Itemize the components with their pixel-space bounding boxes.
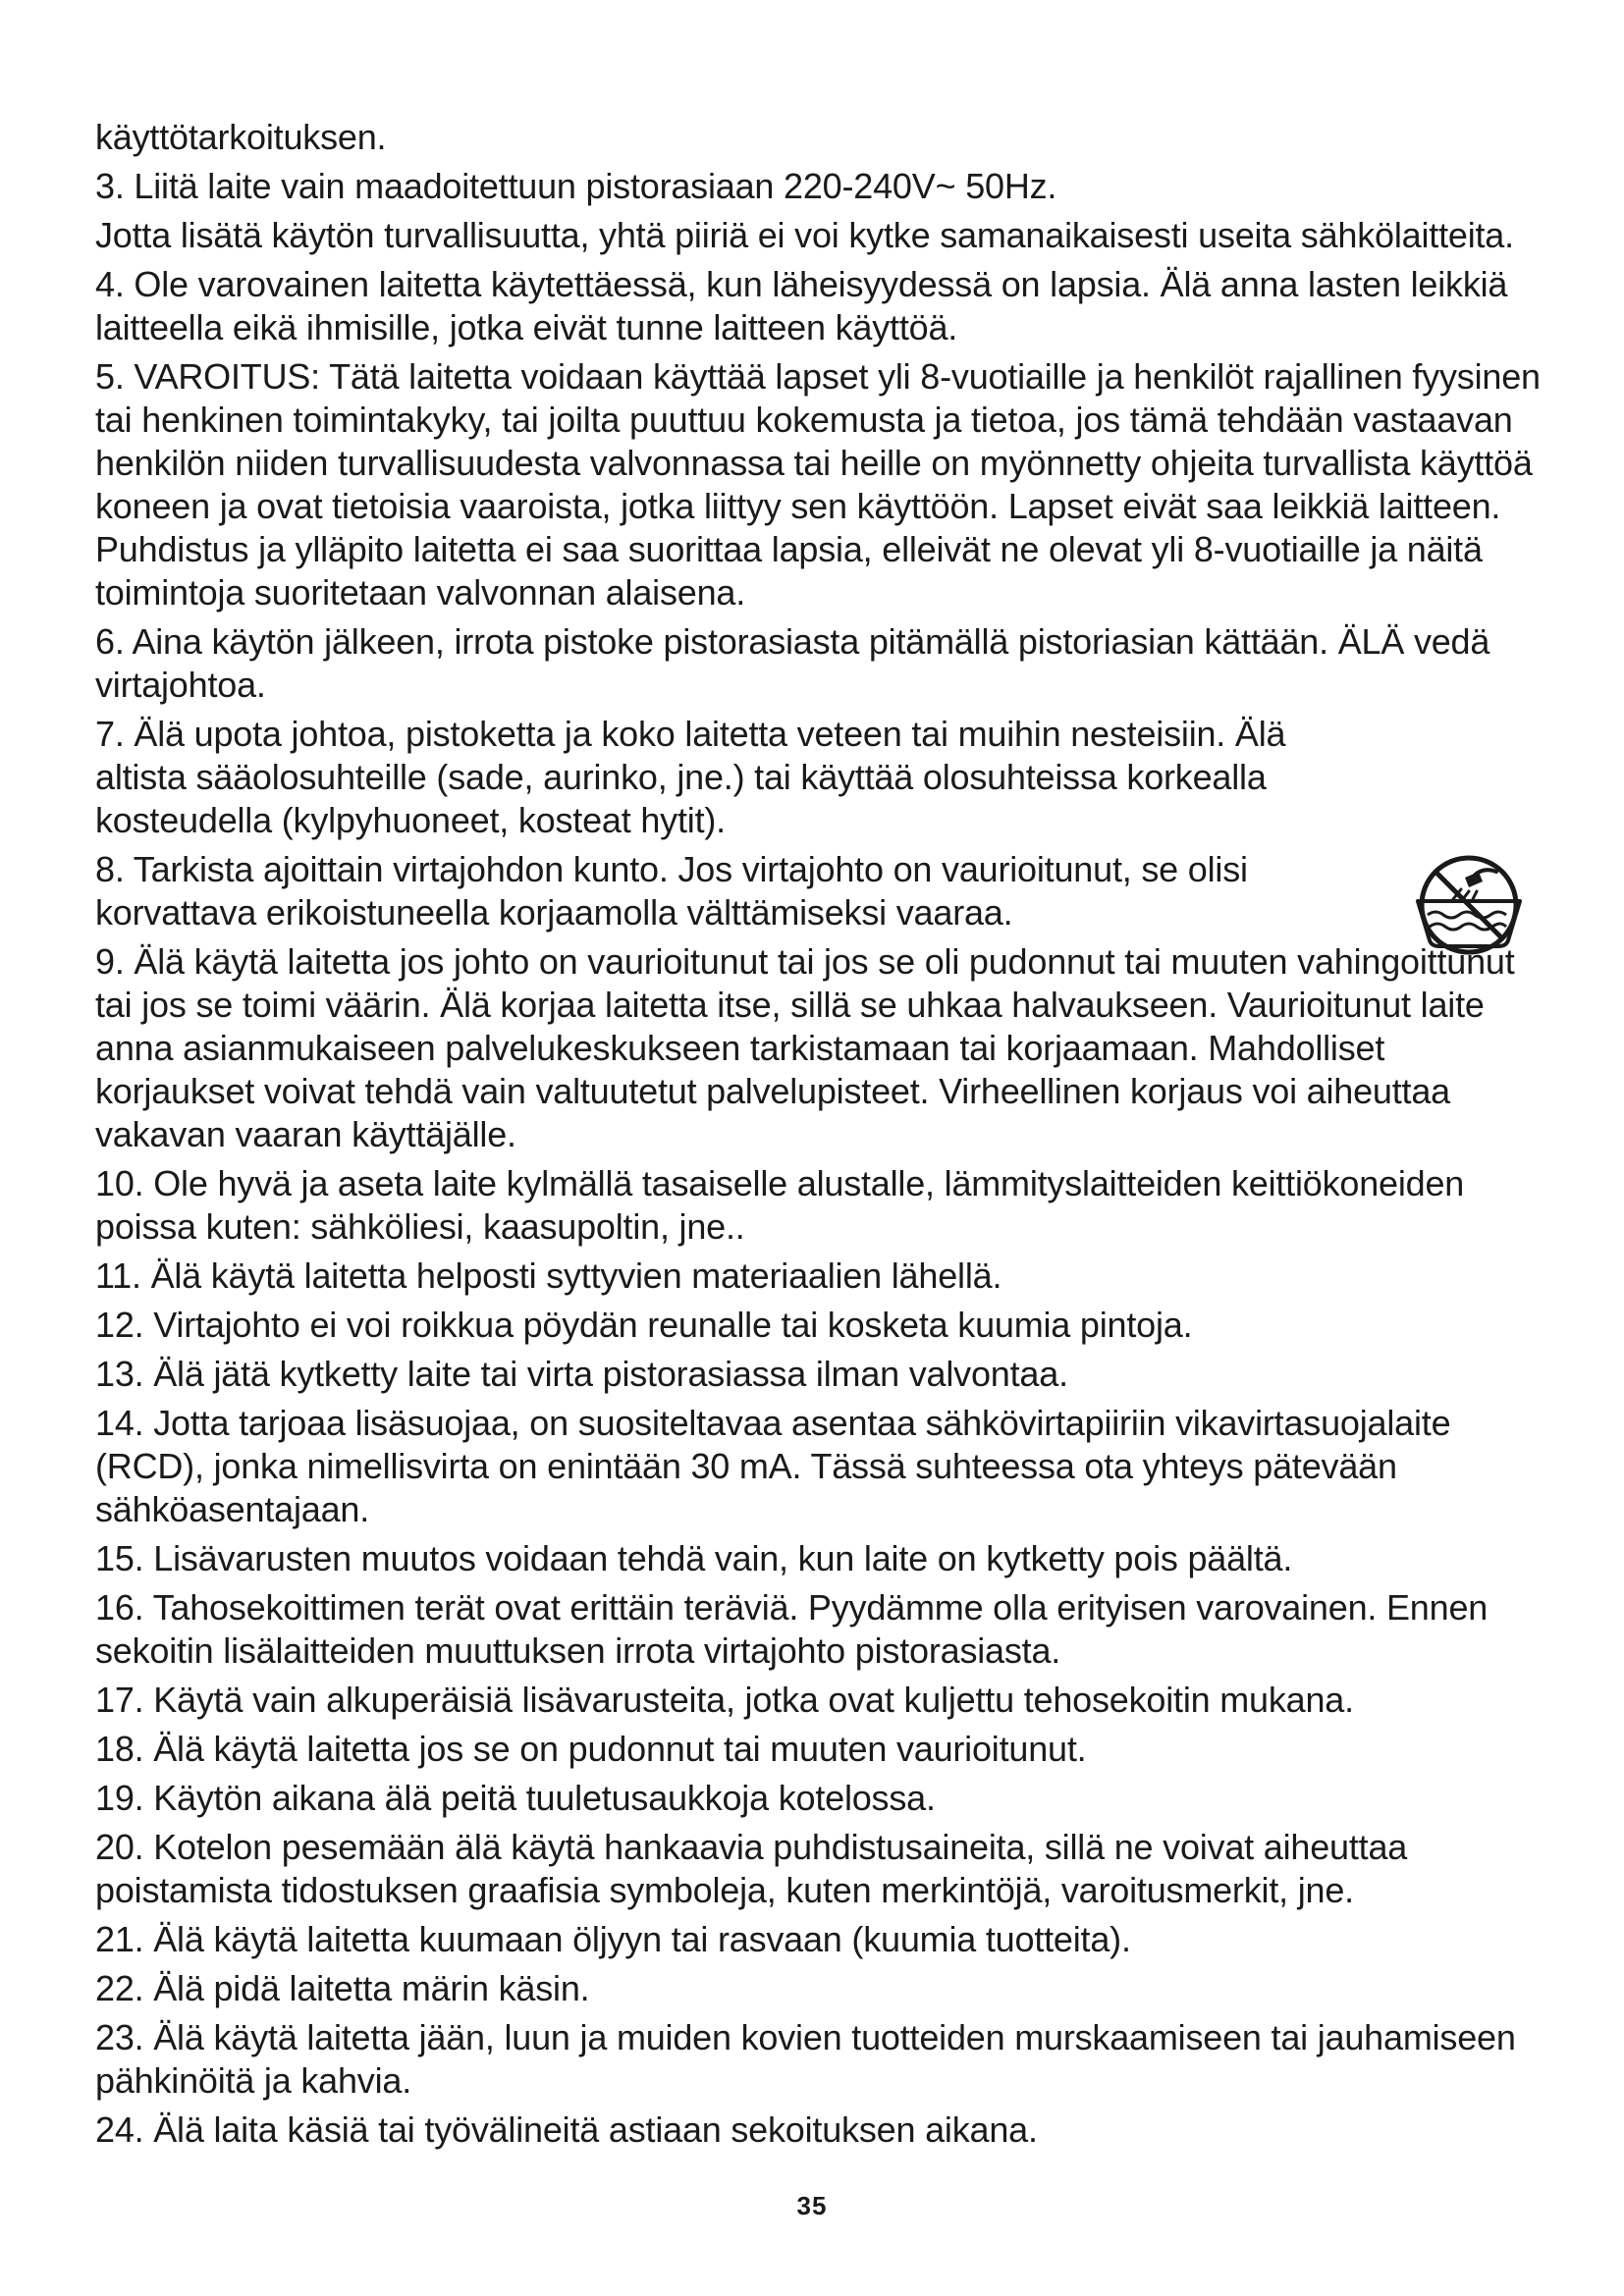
instruction-13: 13. Älä jätä kytketty laite tai virta pistorasiassa ilman valvontaa.: [95, 1354, 1068, 1394]
instruction-12: 12. Virtajohto ei voi roikkua pöydän reunalle tai kosketa kuumia pintoja.: [95, 1305, 1193, 1345]
paragraph-intro-end: käyttötarkoituksen.: [95, 117, 387, 157]
instruction-14: 14. Jotta tarjoaa lisäsuojaa, on suositeltavaa asentaa sähkövirtapiiriin vikavirtasuojalaite (RCD), jonka nimellisvirta on enintään 30 mA. Tässä suhteessa ota yhteys pätevään sähköasentajaan.: [95, 1403, 1451, 1529]
instruction-7: 7. Älä upota johtoa, pistoketta ja koko laitetta veteen tai muihin nesteisiin. Älä altista sääolosuhteille (sade, aurinko, jne.) tai käyttää olosuhteissa korkealla kosteudella (kylpyhuoneet, kosteat hytit).: [95, 714, 1286, 840]
instruction-22: 22. Älä pidä laitetta märin käsin.: [95, 1968, 590, 2008]
instruction-5: 5. VAROITUS: Tätä laitetta voidaan käyttää lapset yli 8-vuotiaille ja henkilöt rajallinen fyysinen tai henkinen toimintakyky, tai joilta puuttuu kokemusta ja tietoa, jos tämä tehdään vastaavan henkilön niiden turvallisuudesta valvonnassa tai heille on myönnetty ohjeita turvallista käyttöä koneen ja ovat tietoisia vaaroista, jotka liittyy sen käyttöön. Lapset eivät saa leikkiä laitteen. Puhdistus ja ylläpito laitetta ei saa suorittaa lapsia, elleivät ne olevat yli 8-vuotiaille ja näitä toimintoja suoritetaan valvonnan alaisena.: [95, 356, 1541, 613]
instruction-4: 4. Ole varovainen laitetta käytettäessä, kun läheisyydessä on lapsia. Älä anna lasten leikkiä laitteella eikä ihmisille, jotka eivät tunne laitteen käyttöä.: [95, 264, 1508, 347]
instruction-16: 16. Tahosekoittimen terät ovat erittäin teräviä. Pyydämme olla erityisen varovainen. Ennen sekoitin lisälaitteiden muuttuksen irrota virtajohto pistorasiasta.: [95, 1587, 1489, 1671]
safety-instructions: [95, 116, 1548, 2158]
instruction-3-note: Jotta lisätä käytön turvallisuutta, yhtä piiriä ei voi kytke samanaikaisesti useita sähkölaitteita.: [95, 215, 1514, 255]
instruction-6: 6. Aina käytön jälkeen, irrota pistoke pistorasiasta pitämällä pistoriasian kättään. ÄLÄ vedä virtajohtoa.: [95, 621, 1490, 705]
instruction-3: 3. Liitä laite vain maadoitettuun pistorasiaan 220-240V~ 50Hz.: [95, 166, 1057, 206]
instruction-10: 10. Ole hyvä ja aseta laite kylmällä tasaiselle alustalle, lämmityslaitteiden keittiökoneiden poissa kuten: sähköliesi, kaasupoltin, jne..: [95, 1163, 1465, 1247]
instruction-15: 15. Lisävarusten muutos voidaan tehdä vain, kun laite on kytketty pois päältä.: [95, 1538, 1293, 1578]
instruction-17: 17. Käytä vain alkuperäisiä lisävarusteita, jotka ovat kuljettu tehosekoitin mukana.: [95, 1680, 1354, 1720]
instruction-20: 20. Kotelon pesemään älä käytä hankaavia puhdistusaineita, sillä ne voivat aiheuttaa poistamista tidostuksen graafisia symboleja, kuten merkintöjä, varoitusmerkit, jne.: [95, 1827, 1408, 1910]
instruction-11: 11. Älä käytä laitetta helposti syttyvien materiaalien lähellä.: [95, 1255, 1002, 1296]
instruction-24: 24. Älä laita käsiä tai työvälineitä astiaan sekoituksen aikana.: [95, 2109, 1038, 2150]
instruction-21: 21. Älä käytä laitetta kuumaan öljyyn tai rasvaan (kuumia tuotteita).: [95, 1919, 1131, 1959]
instruction-8: 8. Tarkista ajoittain virtajohdon kunto. Jos virtajohto on vaurioitunut, se olisi korvattava erikoistuneella korjaamolla välttämiseksi vaaraa.: [95, 849, 1248, 933]
page-number: 35: [796, 2191, 828, 2220]
instruction-9: 9. Älä käytä laitetta jos johto on vaurioitunut tai jos se oli pudonnut tai muuten vahingoittunut tai jos se toimi väärin. Älä korjaa laitetta itse, sillä se uhkaa halvaukseen. Vaurioitunut laite anna asianmukaiseen palvelukeskukseen tarkistamaan tai korjaamaan. Mahdolliset korjaukset voivat tehdä vain valtuutetut palvelupisteet. Virheellinen korjaus voi aiheuttaa vakavan vaaran käyttäjälle.: [95, 941, 1515, 1154]
no-water-immersion-icon: [1400, 850, 1538, 958]
instruction-23: 23. Älä käytä laitetta jään, luun ja muiden kovien tuotteiden murskaamiseen tai jauhamiseen pähkinöitä ja kahvia.: [95, 2017, 1516, 2101]
instruction-18: 18. Älä käytä laitetta jos se on pudonnut tai muuten vaurioitunut.: [95, 1729, 1087, 1769]
instruction-19: 19. Käytön aikana älä peitä tuuletusaukkoja kotelossa.: [95, 1778, 936, 1818]
